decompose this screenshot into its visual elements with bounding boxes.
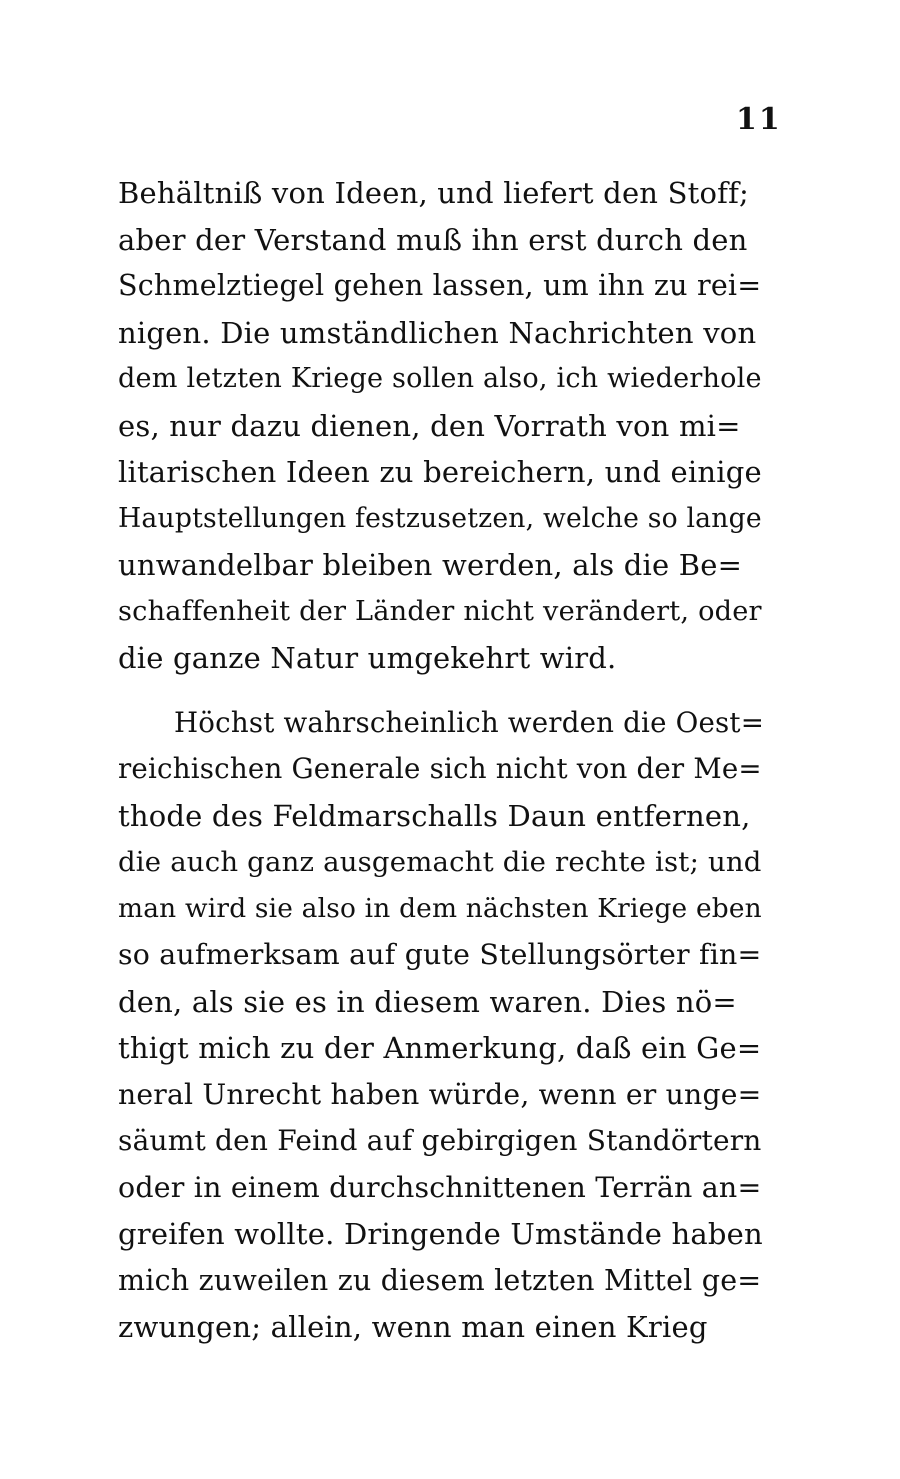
- text-line: man wird sie also in dem nächsten Kriege eben: [118, 892, 762, 924]
- text-line: greifen wollte. Dringende Umstände haben: [118, 1217, 763, 1251]
- text-line: Höchst wahrscheinlich werden die Oest=: [174, 705, 765, 739]
- text-line: schaffenheit der Länder nicht verändert, oder: [118, 595, 762, 627]
- text-line: thode des Feldmarschalls Daun entfernen,: [118, 798, 751, 833]
- text-line: Schmelztiegel gehen lassen, um ihn zu rei=: [118, 269, 762, 302]
- text-line: die ganze Natur umgekehrt wird.: [118, 641, 617, 675]
- text-line: mich zuweilen zu diesem letzten Mittel ge=: [118, 1263, 762, 1297]
- paragraph: [118, 170, 768, 682]
- text-line: dem letzten Kriege sollen also, ich wiederhole: [118, 363, 762, 394]
- text-line: Hauptstellungen festzusetzen, welche so lange: [118, 502, 762, 534]
- text-line: oder in einem durchschnittenen Terrän an=: [118, 1170, 762, 1204]
- paragraph-gap: [118, 682, 768, 700]
- text-line: litarischen Ideen zu bereichern, und einige: [118, 455, 762, 489]
- text-line: reichischen Generale sich nicht von der Me=: [118, 752, 762, 785]
- text-line: aber der Verstand muß ihn erst durch den: [118, 222, 748, 257]
- text-line: unwandelbar bleiben werden, als die Be=: [118, 548, 743, 582]
- text-line: Behältniß von Ideen, und liefert den Stoff;: [118, 176, 750, 210]
- text-line: so aufmerksam auf gute Stellungsörter fin=: [118, 938, 762, 971]
- paragraph: [118, 700, 768, 1351]
- body-text: [118, 170, 768, 1351]
- text-line: es, nur dazu dienen, den Vorrath von mi=: [118, 408, 741, 443]
- page-number: 11: [736, 102, 782, 137]
- text-line: thigt mich zu der Anmerkung, daß ein Ge=: [118, 1031, 762, 1065]
- text-line: die auch ganz ausgemacht die rechte ist; und: [118, 846, 762, 878]
- text-line: nigen. Die umständlichen Nachrichten von: [118, 315, 757, 350]
- text-line: den, als sie es in diesem waren. Dies nö=: [118, 984, 737, 1019]
- text-line: zwungen; allein, wenn man einen Krieg: [118, 1310, 708, 1344]
- text-line: säumt den Feind auf gebirgigen Standörtern: [118, 1124, 762, 1157]
- text-line: neral Unrecht haben würde, wenn er unge=: [118, 1077, 762, 1111]
